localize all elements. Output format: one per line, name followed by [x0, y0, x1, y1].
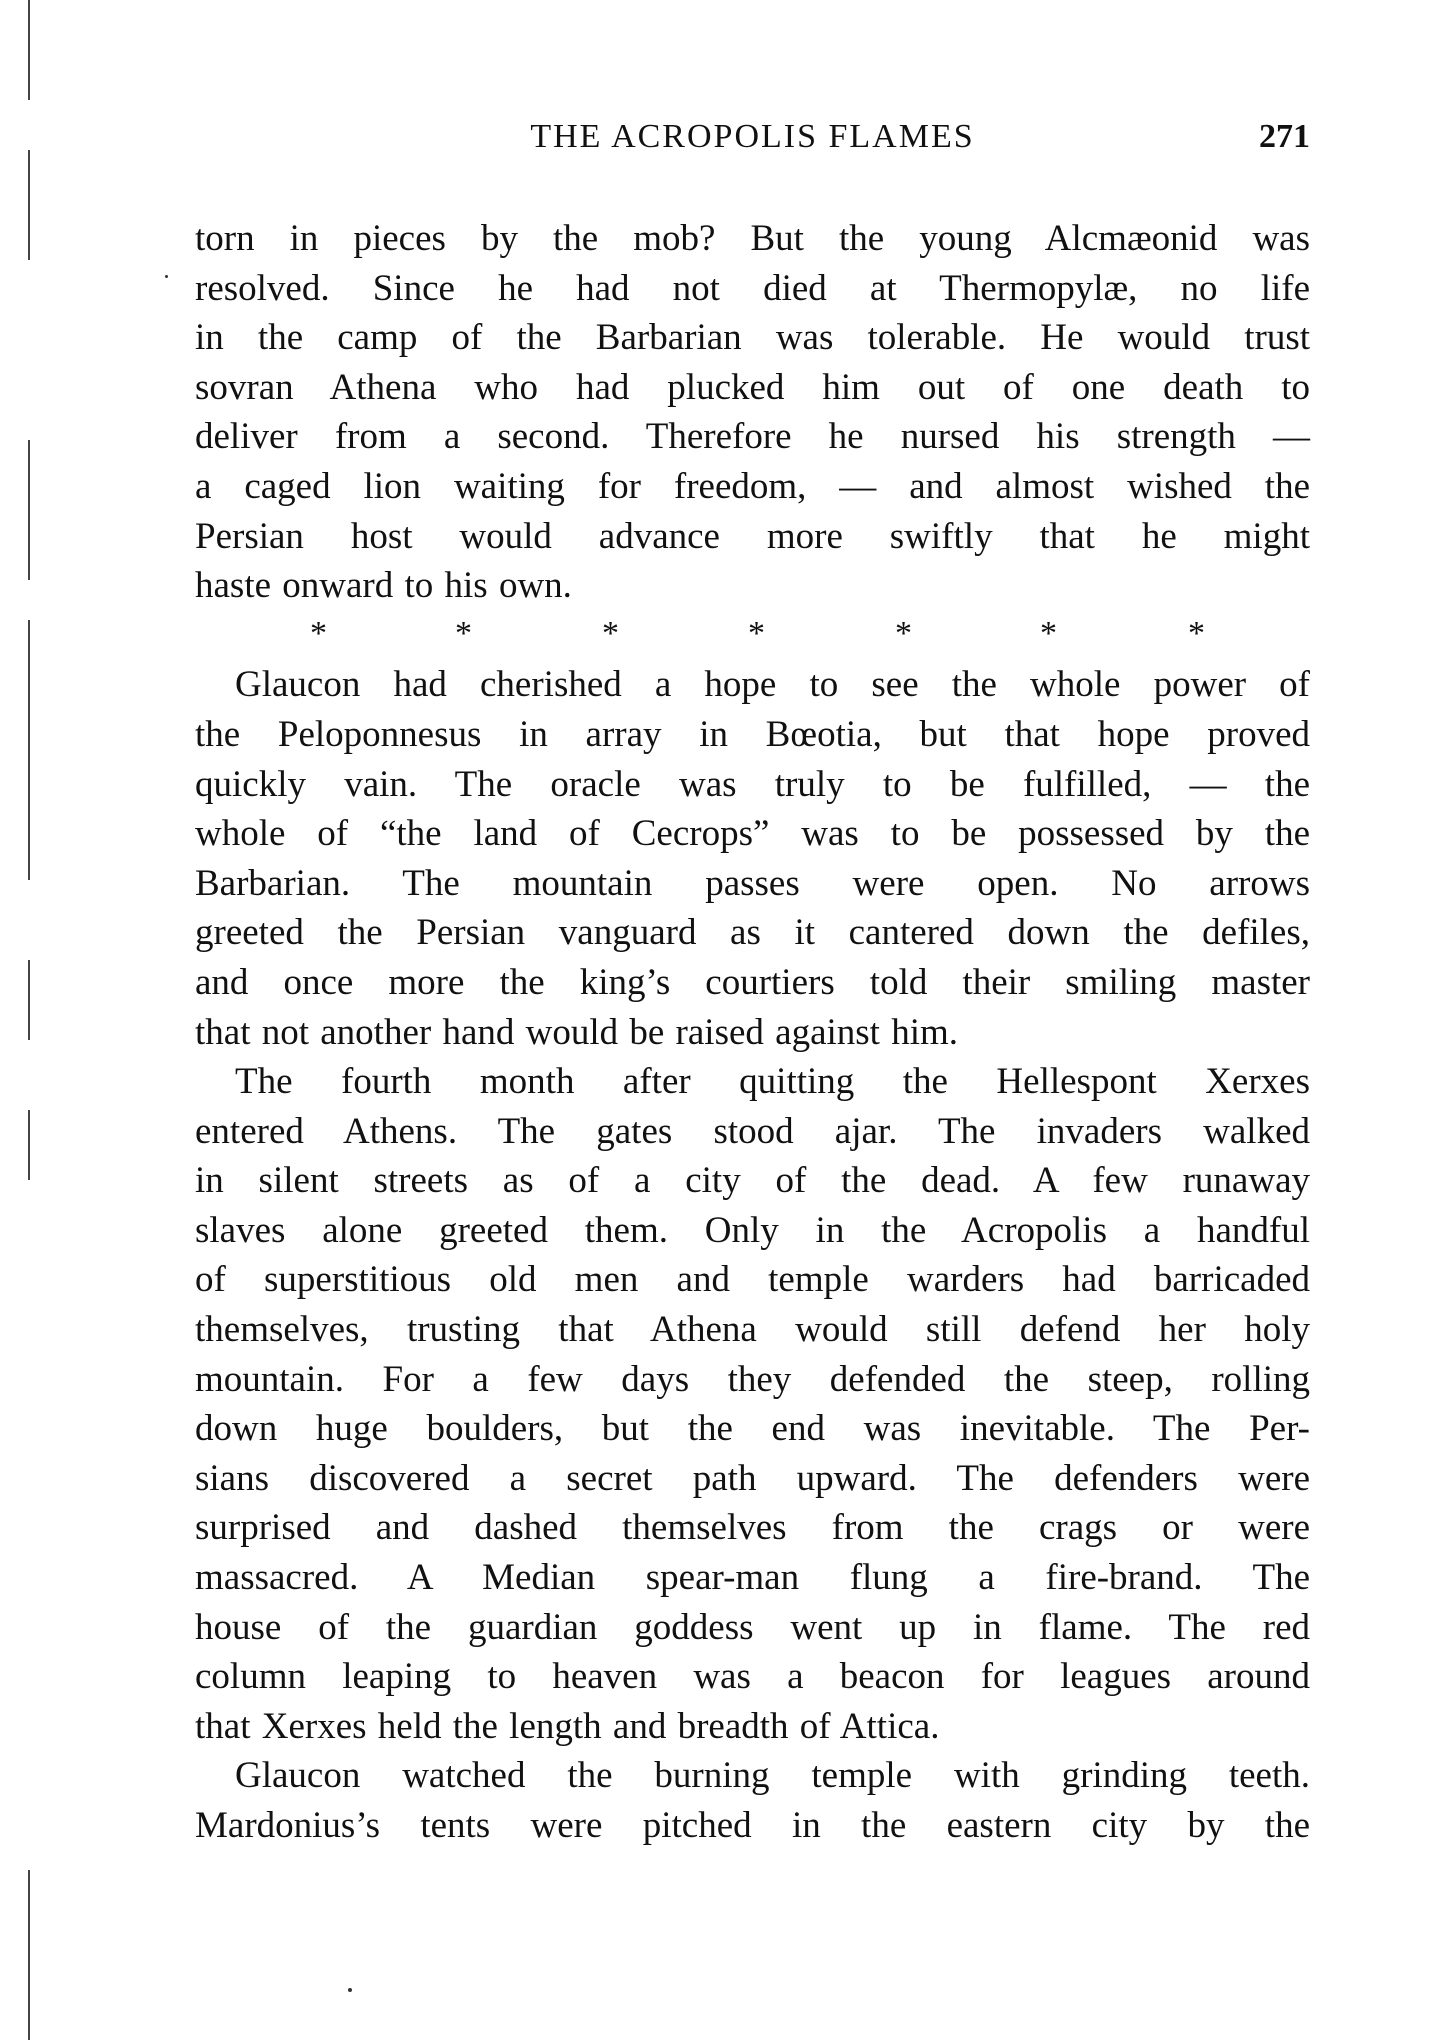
text-line: entered Athens. The gates stood ajar. The invaders walked — [195, 1110, 1310, 1152]
asterisk: * — [1040, 614, 1057, 652]
text-line: Barbarian. The mountain passes were open. No arrows — [195, 862, 1310, 904]
text-line: that not another hand would be raised against him. — [195, 1011, 959, 1053]
scan-edge-mark — [28, 1870, 30, 2040]
asterisk: * — [895, 614, 912, 652]
paragraph — [195, 1057, 1310, 1751]
page-body — [195, 214, 1310, 1851]
page-number: 271 — [1259, 118, 1310, 155]
paragraph — [195, 660, 1310, 1057]
asterisk: * — [310, 614, 327, 652]
text-line: slaves alone greeted them. Only in the Acropolis a handful — [195, 1209, 1310, 1251]
text-line: Glaucon had cherished a hope to see the whole power of — [235, 664, 1310, 706]
text-line: surprised and dashed themselves from the crags or were — [195, 1507, 1310, 1549]
asterisk: * — [1188, 614, 1205, 652]
text-line: a caged lion waiting for freedom, — and almost wished the — [195, 465, 1310, 507]
text-line: column leaping to heaven was a beacon for leagues around — [195, 1656, 1310, 1698]
text-line: house of the guardian goddess went up in flame. The red — [195, 1606, 1310, 1648]
scan-edge-mark — [28, 960, 30, 1040]
text-line: Persian host would advance more swiftly that he might — [195, 515, 1310, 557]
text-line: sovran Athena who had plucked him out of one death to — [195, 366, 1310, 408]
text-line: deliver from a second. Therefore he nursed his strength — — [195, 416, 1310, 458]
text-line: down huge boulders, but the end was inevitable. The Per- — [195, 1408, 1310, 1450]
text-line: the Peloponnesus in array in Bœotia, but that hope proved — [195, 713, 1310, 755]
page-header — [195, 118, 1310, 168]
text-line: Mardonius’s tents were pitched in the eastern city by the — [195, 1805, 1310, 1846]
text-line: torn in pieces by the mob? But the young Alcmæonid was — [195, 218, 1310, 259]
text-line: The fourth month after quitting the Hellespont Xerxes — [235, 1061, 1310, 1103]
text-line: quickly vain. The oracle was truly to be fulfilled, — the — [195, 763, 1310, 805]
text-line: whole of “the land of Cecrops” was to be possessed by the — [195, 813, 1310, 855]
scan-edge-mark — [28, 620, 30, 880]
text-line: mountain. For a few days they defended the steep, rolling — [195, 1358, 1310, 1400]
scan-speck — [348, 1988, 352, 1992]
text-line: massacred. A Median spear-man flung a fire-brand. The — [195, 1557, 1310, 1599]
text-line: in the camp of the Barbarian was tolerable. He would trust — [195, 317, 1310, 359]
paragraph — [195, 1751, 1310, 1850]
section-break — [195, 611, 1310, 661]
text-line: haste onward to his own. — [195, 565, 572, 607]
text-line: of superstitious old men and temple warders had barricaded — [195, 1259, 1310, 1301]
text-line: sians discovered a secret path upward. The defenders were — [195, 1457, 1310, 1499]
paragraph — [195, 214, 1310, 611]
scan-edge-mark — [28, 440, 30, 580]
text-line: Glaucon watched the burning temple with grinding teeth. — [235, 1755, 1310, 1797]
text-line: in silent streets as of a city of the dead. A few runaway — [195, 1160, 1310, 1202]
scan-edge-mark — [28, 1110, 30, 1180]
scan-edge-mark — [28, 150, 30, 260]
text-line: resolved. Since he had not died at Thermopylæ, no life — [195, 267, 1310, 309]
asterisk: * — [602, 614, 619, 652]
text-line: greeted the Persian vanguard as it cantered down the defiles, — [195, 912, 1310, 954]
text-line: that Xerxes held the length and breadth of Attica. — [195, 1705, 940, 1747]
text-line: themselves, trusting that Athena would still defend her holy — [195, 1309, 1310, 1351]
asterisk: * — [748, 614, 765, 652]
asterisk: * — [455, 614, 472, 652]
scan-speck — [165, 275, 168, 278]
running-title: THE ACROPOLIS FLAMES — [530, 118, 975, 155]
scan-edge-mark — [28, 0, 30, 100]
text-line: and once more the king’s courtiers told their smiling master — [195, 961, 1310, 1003]
